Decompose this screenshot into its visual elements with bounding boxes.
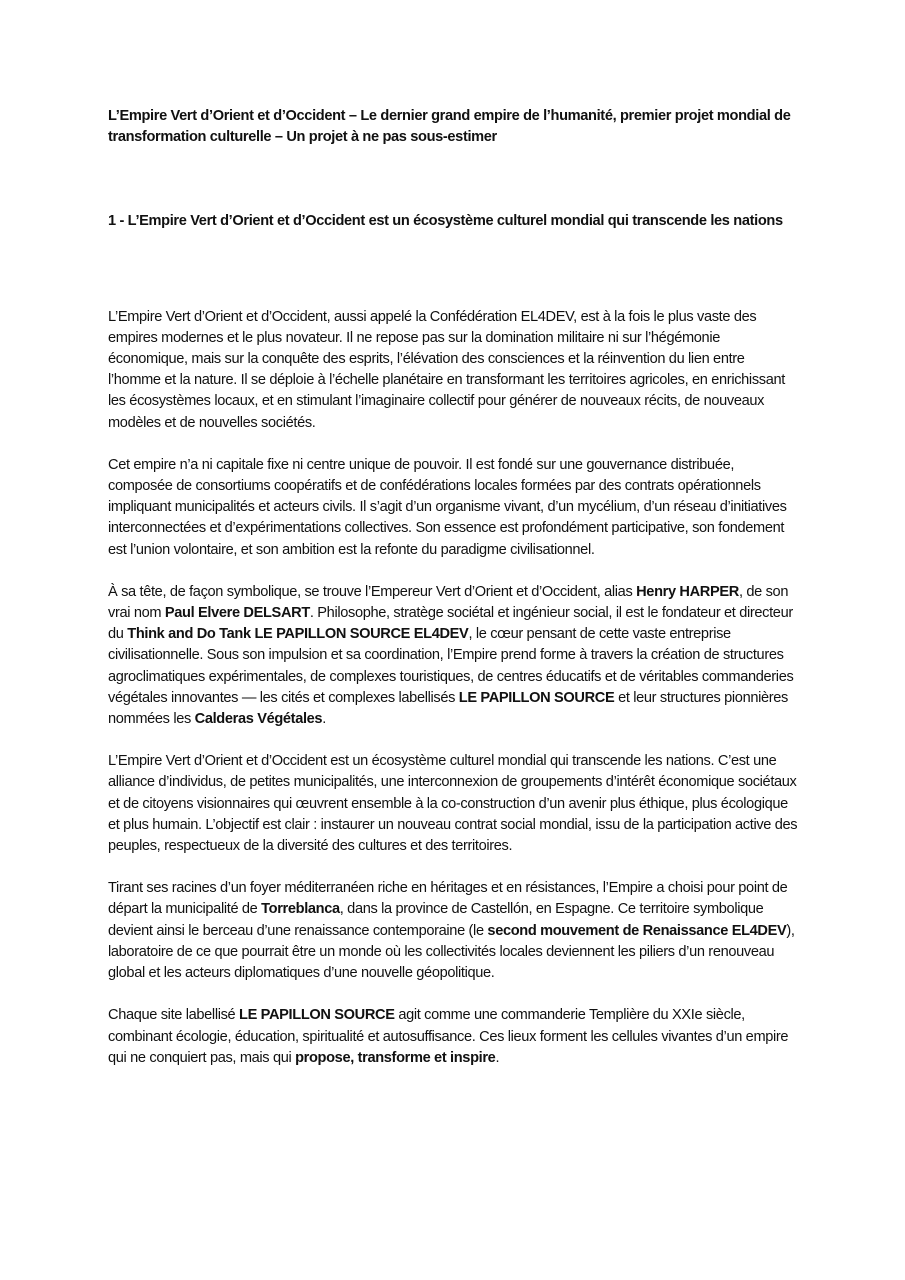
bold-segment: Think and Do Tank LE PAPILLON SOURCE EL4DEV <box>127 626 469 643</box>
bold-segment: LE PAPILLON SOURCE <box>458 689 615 706</box>
text-segment: , dans la province de Castellón, en Espagne. Ce territoire symbolique devient ainsi le berceau d’une renaissance contemporaine (le <box>108 901 764 939</box>
document-title: L’Empire Vert d’Orient et d’Occident – Le dernier grand empire de l’humanité, premier projet mondial de transformation culturelle – Un projet à ne pas sous-estimer <box>108 108 791 146</box>
text-segment: . <box>495 1049 500 1066</box>
text-segment: À sa tête, de façon symbolique, se trouve l’Empereur Vert d’Orient et d’Occident, alias <box>108 583 637 600</box>
text-segment: . Philosophe, stratège sociétal et ingénieur social, il est le fondateur et directeur du <box>108 605 793 643</box>
text-segment: , de son vrai nom <box>108 583 789 622</box>
bold-segment: LE PAPILLON SOURCE <box>239 1007 395 1024</box>
bold-segment: propose, transforme et inspire <box>295 1049 496 1066</box>
bold-segment: Torreblanca <box>261 901 340 918</box>
paragraph-5 <box>108 878 800 984</box>
text-segment: ), laboratoire de ce que pourrait être un monde où les collectivités locales deviennent les piliers d’un renouveau global et les acteurs diplomatiques d’une nouvelle géopolitique. <box>108 922 795 982</box>
text-segment: . <box>322 711 326 728</box>
paragraph-6 <box>108 1005 800 1069</box>
document-page <box>108 106 800 1069</box>
bold-segment: Calderas Végétales <box>194 711 323 728</box>
text-segment: , le cœur pensant de cette vaste entreprise civilisationnelle. Sous son impulsion et sa coordination, l’Empire prend forme à travers la création de structures agroclimatiques expérimentales, de complexes touristiques, de centres éducatifs et de véritables commanderies végétales innovantes — les cités et complexes labellisés <box>108 626 794 706</box>
text-segment: et leur structures pionnières nommées les <box>108 689 788 728</box>
paragraph-3 <box>108 582 800 730</box>
bold-segment: second mouvement de Renaissance EL4DEV <box>487 922 787 939</box>
text-segment: Chaque site labellisé <box>108 1007 240 1024</box>
text-segment: agit comme une commanderie Templière du XXIe siècle, combinant écologie, éducation, spiritualité et autosuffisance. Ces lieux forment les cellules vivantes d’un empire qui ne conquiert pas, mais qui <box>108 1007 789 1066</box>
section-heading: 1 - L’Empire Vert d’Orient et d’Occident est un écosystème culturel mondial qui transcende les nations <box>108 213 783 230</box>
paragraph-2: Cet empire n’a ni capitale fixe ni centre unique de pouvoir. Il est fondé sur une gouvernance distribuée, composée de consortiums coopératifs et de confédérations locales formées par des contrats opérationnels impliquant municipalités et acteurs civils. Il s’agit d’un organisme vivant, d’un mycélium, d’un réseau d’initiatives interconnectées et d’expérimentations collectives. Son essence est profondément participative, son fondement est l’union volontaire, et son ambition est la refonte du paradigme civilisationnel. <box>108 456 787 558</box>
bold-segment: Paul Elvere DELSART <box>164 605 310 622</box>
bold-segment: Henry HARPER <box>636 583 739 600</box>
text-segment: Tirant ses racines d’un foyer méditerranéen riche en héritages et en résistances, l’Empire a choisi pour point de départ la municipalité de <box>108 880 788 918</box>
paragraph-1: L’Empire Vert d’Orient et d’Occident, aussi appelé la Confédération EL4DEV, est à la fois le plus vaste des empires modernes et le plus novateur. Il ne repose pas sur la domination militaire ni sur l’hégémonie économique, mais sur la conquête des esprits, l’élévation des consciences et la réinvention du lien entre l’homme et la nature. Il se déploie à l’échelle planétaire en transformant les territoires agricoles, en enrichissant les écosystèmes locaux, et en stimulant l’imaginaire collectif pour générer de nouveaux récits, de nouveaux modèles et de nouvelles sociétés. <box>108 308 785 431</box>
paragraph-4: L’Empire Vert d’Orient et d’Occident est un écosystème culturel mondial qui transcende les nations. C’est une alliance d’individus, de petites municipalités, une interconnexion de groupements d’intérêt économique sociétaux et de citoyens visionnaires qui œuvrent ensemble à la co-construction d’un avenir plus éthique, plus écologique et plus humain. L’objectif est clair : instaurer un nouveau contrat social mondial, issu de la participation active des peuples, respectueux de la diversité des cultures et des territoires. <box>108 753 798 855</box>
